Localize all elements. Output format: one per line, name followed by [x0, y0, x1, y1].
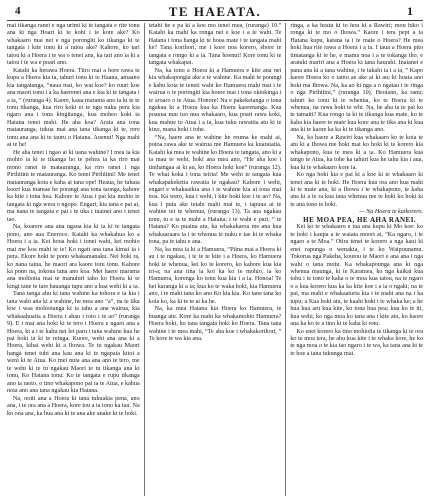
header-mark: 1 — [407, 4, 413, 18]
column-divider — [144, 23, 145, 496]
column-1 — [7, 23, 140, 496]
running-title: TE HAEATA. — [168, 4, 262, 19]
column-2-paragraph: Na, ka mea ia ki a Hamuera, “Piina mai a Hoera ki au i te ngakau, i te te te kite i a Hoera, ko Hamuera hoki te whenua, kei ko te korero, ko kahore kua kia iri-a; na ana tina ia koi ka ko te mohio, ia ko Hamuera, korenga ko tonu kua kia i a ia. Honoa! Te hei karanga ki a ia; kua ko te waka hoki, kia Hamuera ano, i te mahi tana ko ano Ko kia kia. Ko tane tana ko koia ko, ka ki te te ai ka he. — [148, 246, 282, 305]
column-1-paragraph: Na, ooiti ana a Hoera ki tana tukuakia pena, ano ana, i te ora ana a Hoera, kore tou a ta tono ka tau. Na ko ona ana, ka hua ana ki te ana ake anake ki te hoki. — [7, 395, 140, 417]
column-3-paragraph: Ko enei korero ka tino mohiotia te tikanga ki te ora ko te moa tera, he ahu kua kite i te whaka kore, he ko te nga moa o te kia tao ngaro i te wa, ka tana ana ki te te hoe a tana tukunga mai. — [290, 328, 424, 357]
article-signature: — Na Hoera te kaikorero. — [359, 209, 424, 216]
column-1-paragraph: Katahi ka herawa Hoera. Tiiro mai a hore rawa te kupu a Hoera kia ia, tahuri tonu ki te Haana, amaano kia tangatanga, “naua mai, ko wai koe? ko ruuri koe ana maori tonu i a ka haerenei ana e kia ki te tangata i a ia, ” (ruranga 4). Kaore, kaua marama ano ia ki te te tonu tikanga, kua riro koki ei te ngu nuku pera kia ngaro ana i tona kingitanga, kua moheo koki ia Hatana tenei mahi. He aha koa? Araia ana tona matauranga, tukua mai ana tana tikanga ki te, rere tonu ana ana ki te tauru o Hatana. Auenui! Nga mahi ai te he! — [7, 67, 140, 149]
text-columns — [7, 23, 423, 496]
column-1-paragraph: Tana tanga ahu ki tana wahine ka tohora e ia kia i tana wahi ana ki a wahine, he mea ano “a”, na te tika koe i waa mohiotanga ki ta tahu a ana wairua, kia whakaahuatia a Hoera i ahau i roto i te ao” (ruranga 9). E i mai ana hoki ki te tero i Hoera e ngaro ana a Hoera, ki a i te kahu nei lei paru i tana wahine kua he pai hoki ia ki te reinga. Kuore, wehi ana ana ki a Hoera, kihai wehi ki a Ihowa. Te tu ngakau Maori hanga tenei tuhi ana kau ana ki te ngapaia kitoi a weni ki te Atua. Ko mei nuia ana ana ano te tero, me te wehi ki te tu ngakau Maori te tu tikanga ana ki tonu, Ko Hatana tonu. Ko te tangata e rupu tikanga ano ia raoto, o tino whakapono pai ia te Atua, e kahua noia ano ana tana ngakau kia Hatana. — [7, 291, 140, 395]
column-1-paragraph: He aha tenei i ngao ai ki uana wahine? I mea ia kia mohio ia ki te tikanga ho te pehea ia ka riro mai mono ranei te matauranga, ka riro ranei i nga Pirihitini te matauranga. Ko tenei Pirihitini! Me tenei matauranga koia e kaha ai tana ope! Heaua, he tuhaia koori kua mamae he porangi ana tona taonga, kahore ka kite i tona hea. Kahore te Atua i pai kia mohio te tangata ki nga wera o ngopo. Engari, kia tana e pai ai, ma nana te tangata e pai i te uka i tuainei ano i tenei tao. — [7, 149, 140, 223]
page-header — [7, 0, 423, 22]
column-3 — [290, 23, 423, 496]
column-3-paragraph: Kei ko te whakaaro e tua ana kupu ki Mo koe: ko te hoki i kaupa a te waiata moori ai, “Ka ngaro, i te ngaro a te Moa.” Otira tenei te korero a nga kaui ki enei rapunga o wenakia, i te ko Waipounamu. Tokorua nga Pakeha, koutou te Maori e ana ana i nga wahi o tana motu. Ka whakapounga ana ki nga whenua maunga, ki te Karamea, ko nga kaikai kua tohu i te tono te kaha o te moa kua tatou, na te ngaro o a kua korero kua ka ka kite koe i a ia o ngaki; na te pai, ma mahi e whakaaturia kia i te mahi ana na i ka tupu; a Kua hoki atu, te kaahi hoki i te whaka ke; a he hua kua aru kua kite, ko tona hua pea; kua ko te iti, kua wehi, ko nga moa ko tana ana i kite atu, ko kaore ana ka ko te a tino ki te kaha ki roto. — [290, 224, 424, 328]
column-3-paragraph: Ko nga hoki kia e pai ki a koe ki te whakaaro ki tenei ana ki te hoki. He Hoera kua ora ano kua mahi ki te mate ana, ki a Ihowa i te whakapono, te kaha ana ki a te ra kua taua whenua me te hoki ko hoki ki te ana tono te hoki. — [290, 172, 424, 208]
column-2-paragraph: tetahi he e pa ki a koe mo tenei mea, (ruranga) 10.” Katahi ka mahi ka ronga nei e koe i a te wahi. Te Hatana i tona hanga ki te houa mate i te tangata mahi ke? Tana korihori, me i kore noa korero, ehore te tangata e rongo ki a ia. Tana hoenui! Kore tonu ki te tangata whakapai. — [148, 23, 282, 67]
column-1-paragraph: Na, koarere ana ana ngaua kia ki ia ki te tangata pono, ano aua Eneroco. Katahi ka whakahua ko a Hoera i a ia. Kei houa hoki i tonei wahi, kei mohio mai me koa mahi te ie! Ko ngati ana tana kimai ia i pera. Ekore hoki te pono whakamanaku. Nei hoki ra, ko nana taina, he maori ara kaore toru tonu. Kahore ka pono na, tokona tana ano koa. Mei haere marama ana mohiotia mai te manuhiri taho ko Hoera ki te kingi tane te tare hauanga tupu ano a kua wehi ki a ia. — [7, 224, 140, 290]
header-rule — [7, 20, 423, 21]
section-heading: HE MOA PEA, HE AHA RANEI. — [303, 215, 417, 224]
column-3-paragraph: Na, ka haere a Rawiri kua whakaaro ko te koia te atu ki a Ihowa me hoki mai ko hoki ki te korero kia whakapono, kua te mea ki a ia. Ko Hamuera kua tango te Atua, ka tohe ka tahuri kua he tahu kia i aua, kua ki te whakaaro kore ia. — [290, 134, 424, 171]
column-2-paragraph: Na, ka tono a Hoera ki a Hamuera e kite ana nei kia whakapongia ake e te wahine. Ka mahi te porangi e kahu koia te teneti wahi ko Hamuera mahi mai i te wairua o te porongiti kia hoere mai i tona okiokinga i te aroaro o te Atua. Honore! Na e pakeketanga o tona ngakau ki a Hoera kua ka Hoera kaorenanga. Kua poauua nuu tuo nua whakaaro, kua poari rawa koki, kua mahue to Atua i a ia, kua tuku rawaitia atu ki te kino, mana hoki i tohe. — [148, 67, 282, 134]
page-number: 4 — [15, 5, 21, 17]
column-2-paragraph: “Na, haere ana te wahine he reuma ke mahi ai, potoa rawa ake te wairua me Hamuera ka kuaraiatia. Katahi ka mea te wahine ko Hoera te tangata, ano ki a ia mau te wehi, hoki ana mea ano, “He aha koe i tinihangaa ai ki au, ko Hoera hoki koe” (ruranga 12). Te whai koka i tona teiria! Me wehi te tangata kua whakapakeketia rawatia te ngakau? Kahore i wehi, engari e whakaaikia ana i te wahine kia ai tona mai noa. Ka wero, kua i wehi, i kite hoki koe i te ao? Na, kua i puta ake tetahi mahi mai te, i tapuua ai te wahine tei te whenua, (ruranga 13). Ta ana ngakau tonu, tu e ia te mahi a Hatana; i te wahi e pari, “ te Hatana? Ko puaina atu, ka whakakaroa me ana kua whakaaraara ia i te whenua te nuku e tae ki te whaka tona, pa te tahu e ana. — [148, 134, 282, 246]
column-3-paragraph: ringa, a ka heatu ki to hou ki a Rawiri; mou hiko i ronga ki te mo o Ihowa.” Kaore i tera pepi a ia Hatana kupu, katana ia i te mate o Hoera? He mea hoki hua rite rawa a Hoera i a ia. I taua a Hoera pito timatanga ki te he, e mama noa i a te tokanga iho, e aratuki mariri ana a Hoera ki tana haurahi. Inaianei e pana ana ki a tana wahine, i te takahi ia i a ia, ” Kapo kaore Hoera ko o tamo ae ake ai ki au; ki hoaia ano hoki ma Ihowa. Na, ka ao ki nga a o ngatau i te ringa o nga Pirihitini,” (ruranga 10). Heoiano, ka ranu; tahuri ko tonu ki te whenua, ko te Hoera ki te whenua, na rawa hoki te whi. Na, he aha ia te pai ko te tamaiti? Kua rongo ia ki te tikanga kua mate, ko te kaha kia haere te mate kua kore ana te tika ana ki kua ana ki te kaore ka ka ki te tikanga ano. — [290, 23, 424, 134]
column-2-paragraph: Na, ka mea Hatana kia Hoera ko Hamuera, te huanga atu. Kore ka mahi ka whakamohio Hamuera? Hoera hoki, ko tana tangata hoki ko Hoera. Tana tana wahine i te mea mahi, “Te aha koe i whakakorikori, ” Te kore te wa kia ana. — [148, 306, 282, 343]
column-divider — [285, 23, 286, 496]
column-2 — [149, 23, 282, 496]
column-1-paragraph: mai tikanga ranei e nga urimi ki te tangata e rite tonu ana ki nga Hoari ki te kohi i te kore ake? Ko whakaaro mai nei e nga porongiti ko tikanga ki te tangata i kite tonu ki a ratou ake? Kahore, ko tari tatou ki a Hoera i te wa o tenei ana, ka tari ano ia ki a tatou i te wa e poari ano. — [7, 23, 140, 67]
